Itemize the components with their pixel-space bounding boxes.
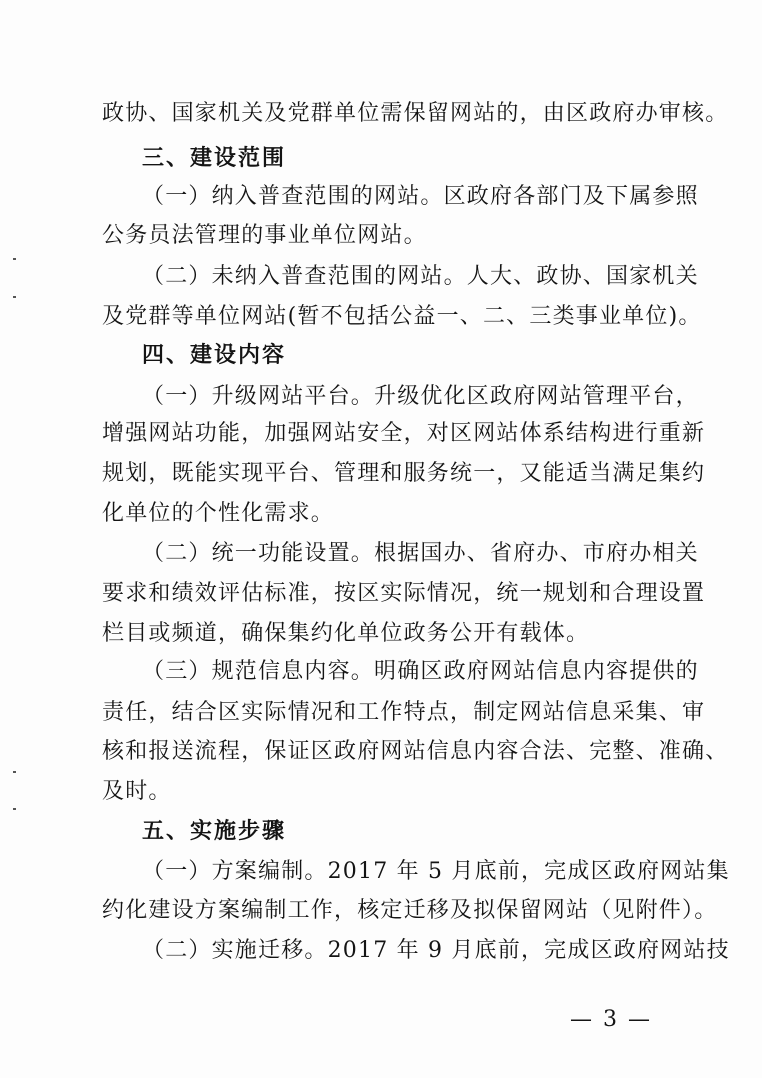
binding-hole-mark [13, 771, 16, 773]
body-text-line: 及党群等单位网站(暂不包括公益一、二、三类事业单位)。 [102, 304, 702, 329]
body-text-line: （一）方案编制。2017 年 5 月底前，完成区政府网站集 [142, 859, 730, 884]
body-text-line: 核和报送流程，保证区政府网站信息内容合法、完整、准确、 [102, 739, 729, 764]
body-text-line: 增强网站功能，加强网站安全，对区网站体系结构进行重新 [102, 421, 706, 446]
body-text-line: 公务员法管理的事业单位网站。 [102, 223, 427, 248]
body-text-line: （三）规范信息内容。明确区政府网站信息内容提供的 [142, 659, 699, 684]
body-text-line: 及时。 [102, 779, 172, 804]
body-text-line: （一）纳入普查范围的网站。区政府各部门及下属参照 [142, 184, 699, 209]
body-text-line: 政协、国家机关及党群单位需保留网站的，由区政府办审核。 [102, 101, 729, 126]
binding-hole-mark [13, 258, 16, 260]
body-text-line: 栏目或频道，确保集约化单位政务公开有载体。 [102, 621, 590, 646]
binding-hole-mark [13, 296, 16, 298]
page-number: — 3 — [570, 1007, 652, 1032]
body-text-line: 要求和绩效评估标准，按区实际情况，统一规划和合理设置 [102, 581, 706, 606]
section-heading-content: 四、建设内容 [142, 343, 287, 368]
section-heading-scope: 三、建设范围 [142, 146, 287, 171]
binding-hole-mark [13, 808, 16, 810]
body-text-line: （二）实施迁移。2017 年 9 月底前，完成区政府网站技 [142, 938, 730, 963]
section-heading-steps: 五、实施步骤 [142, 819, 287, 844]
body-text-line: 规划，既能实现平台、管理和服务统一，又能适当满足集约 [102, 461, 706, 486]
body-text-line: 责任，结合区实际情况和工作特点，制定网站信息采集、审 [102, 700, 706, 725]
body-text-line: （二）统一功能设置。根据国办、省府办、市府办相关 [142, 541, 699, 566]
body-text-line: （二）未纳入普查范围的网站。人大、政协、国家机关 [142, 264, 699, 289]
body-text-line: 化单位的个性化需求。 [102, 501, 335, 526]
body-text-line: 约化建设方案编制工作，核定迁移及拟保留网站（见附件）。 [102, 898, 718, 923]
body-text-line: （一）升级网站平台。升级优化区政府网站管理平台， [142, 384, 699, 409]
